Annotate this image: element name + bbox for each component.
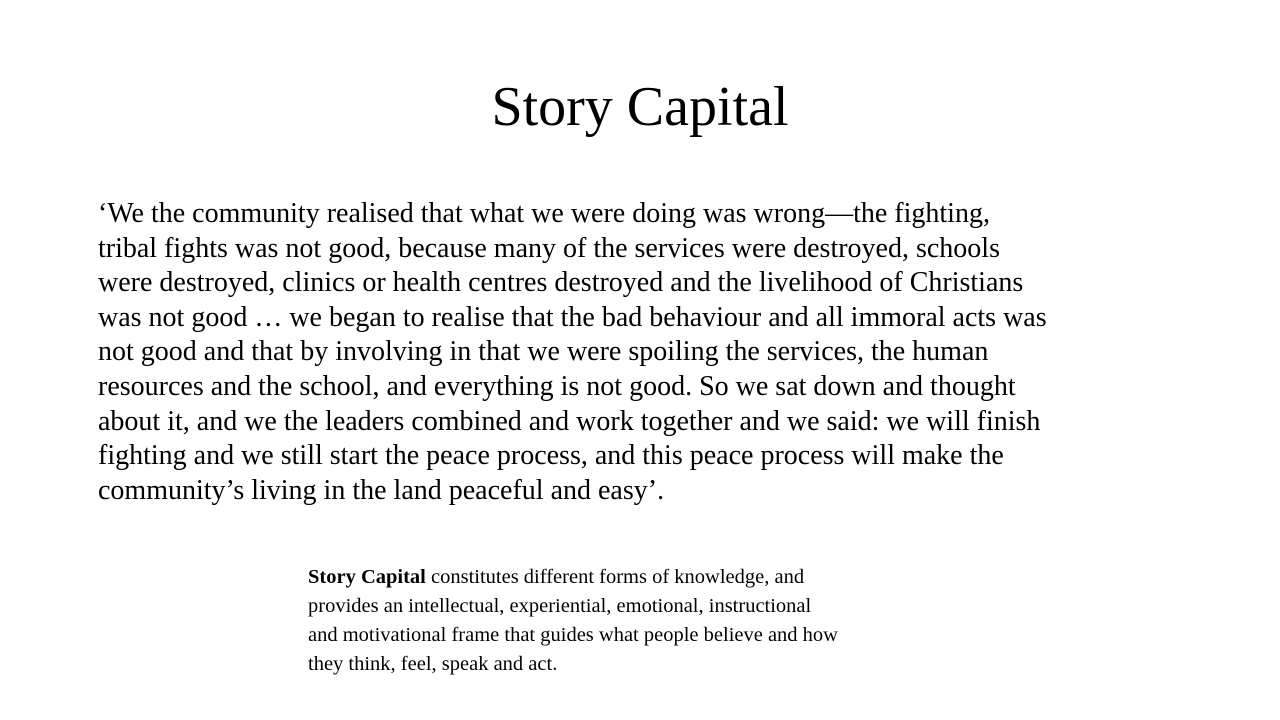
quote-block: [98, 197, 1198, 508]
quote-line: fighting and we still start the peace process, and this peace process will make the: [98, 440, 1004, 472]
slide-title: Story Capital: [491, 76, 789, 138]
quote-line: resources and the school, and everything is not good. So we sat down and thought: [98, 370, 1016, 402]
definition-line: [308, 563, 988, 592]
definition-block: [308, 563, 988, 679]
quote-line: community’s living in the land peaceful and easy’.: [98, 474, 665, 506]
definition-line: they think, feel, speak and act.: [308, 653, 558, 675]
quote-line: not good and that by involving in that we were spoiling the services, the human: [98, 336, 989, 368]
quote-line: was not good … we began to realise that the bad behaviour and all immoral acts was: [98, 301, 1047, 333]
quote-line: ‘We the community realised that what we were doing was wrong—the fighting,: [98, 198, 990, 229]
definition-text: constitutes different forms of knowledge, and: [425, 566, 805, 588]
definition-line: provides an intellectual, experiential, emotional, instructional: [308, 595, 812, 617]
quote-line: about it, and we the leaders combined and work together and we said: we will finish: [98, 405, 1041, 437]
quote-line: tribal fights was not good, because many of the services were destroyed, schools: [98, 232, 1000, 264]
quote-line: were destroyed, clinics or health centres destroyed and the livelihood of Christians: [98, 267, 1024, 299]
definition-line: and motivational frame that guides what people believe and how: [308, 624, 838, 646]
definition-term: Story Capital: [308, 566, 426, 588]
